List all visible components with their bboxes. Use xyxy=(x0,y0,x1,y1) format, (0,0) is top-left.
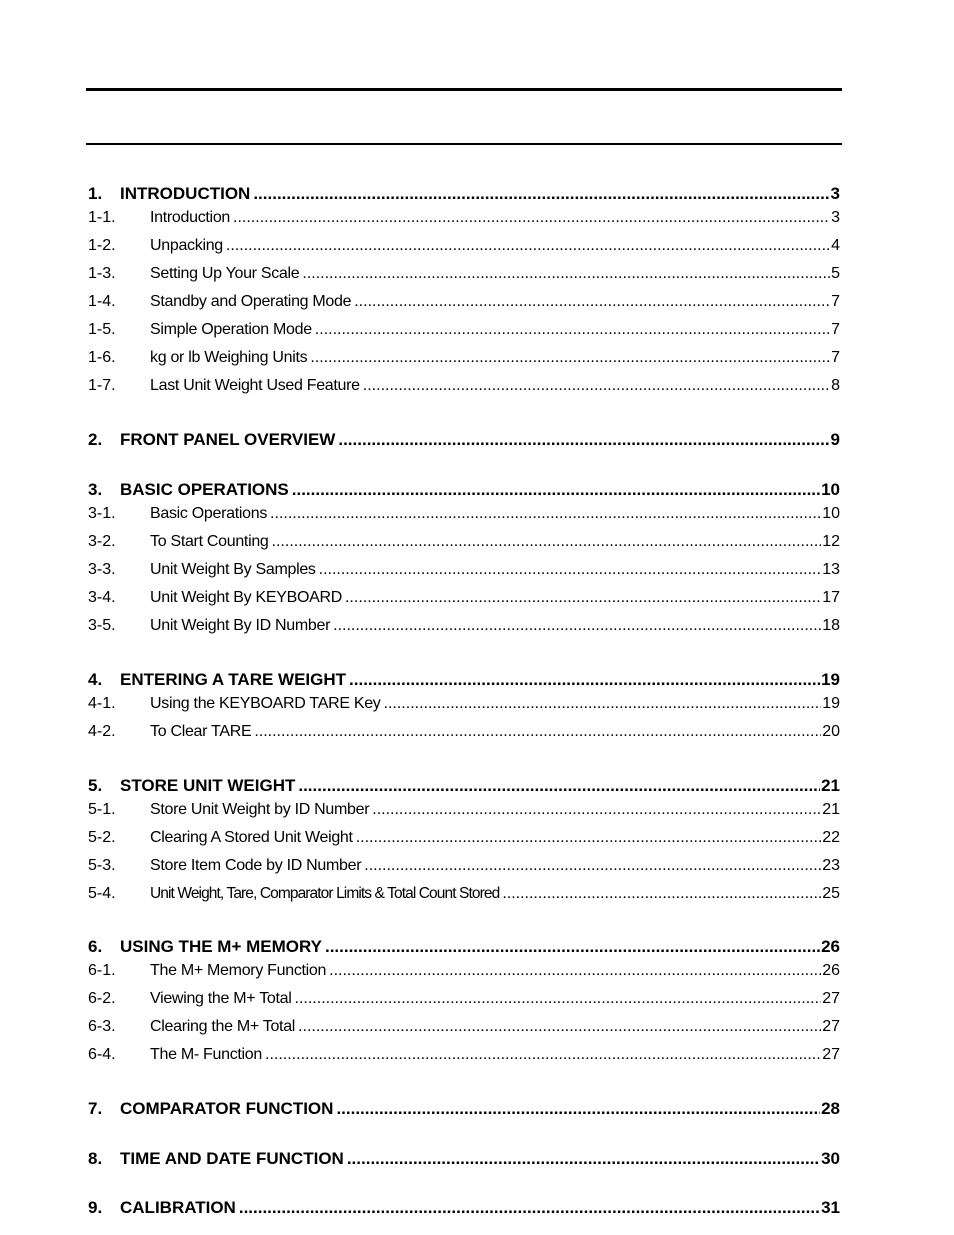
chapter-title: TIME AND DATE FUNCTION xyxy=(120,1149,344,1168)
dot-leader xyxy=(336,1100,820,1117)
chapter-number: 5. xyxy=(88,776,103,795)
section-number: 3-1. xyxy=(88,505,116,522)
toc-section-entry[interactable] xyxy=(88,378,840,394)
dot-leader xyxy=(292,481,820,498)
section-title: kg or lb Weighing Units xyxy=(150,349,308,366)
section-number: 6-4. xyxy=(88,1046,116,1063)
toc-section-entry[interactable] xyxy=(88,266,840,282)
chapter-title: ENTERING A TARE WEIGHT xyxy=(120,670,347,689)
section-page-number: 10 xyxy=(822,505,840,522)
dot-leader xyxy=(345,590,821,606)
section-title: Clearing the M+ Total xyxy=(150,1018,296,1035)
toc-section-entry[interactable] xyxy=(88,1047,840,1063)
section-title: To Start Counting xyxy=(150,533,269,550)
section-page-number: 8 xyxy=(831,377,840,394)
toc-section-entry[interactable] xyxy=(88,963,840,979)
section-title: Unit Weight By ID Number xyxy=(150,617,331,634)
chapter-page-number: 21 xyxy=(821,776,840,795)
section-number: 5-1. xyxy=(88,801,116,818)
chapter-number: 7. xyxy=(88,1099,103,1118)
section-number: 1-3. xyxy=(88,265,116,282)
toc-section-entry[interactable] xyxy=(88,210,840,226)
dot-leader xyxy=(325,938,820,955)
toc-chapter-entry[interactable] xyxy=(88,671,840,688)
section-page-number: 5 xyxy=(831,265,840,282)
dot-leader xyxy=(372,802,821,818)
dot-leader xyxy=(338,431,829,448)
toc-chapter-entry[interactable] xyxy=(88,185,840,202)
section-page-number: 21 xyxy=(822,801,840,818)
section-title: Clearing A Stored Unit Weight xyxy=(150,829,353,846)
dot-leader xyxy=(349,671,820,688)
section-page-number: 4 xyxy=(831,237,840,254)
toc-section-entry[interactable] xyxy=(88,350,840,366)
chapter-page-number: 3 xyxy=(830,184,840,203)
section-number: 4-1. xyxy=(88,695,116,712)
section-title: Last Unit Weight Used Feature xyxy=(150,377,360,394)
section-page-number: 26 xyxy=(822,962,840,979)
chapter-page-number: 10 xyxy=(821,480,840,499)
chapter-number: 3. xyxy=(88,480,103,499)
chapter-number: 6. xyxy=(88,937,103,956)
toc-section-entry[interactable] xyxy=(88,618,840,634)
toc-section-entry[interactable] xyxy=(88,238,840,254)
section-title: Basic Operations xyxy=(150,505,268,522)
section-title: Viewing the M+ Total xyxy=(150,990,292,1007)
section-number: 1-1. xyxy=(88,209,116,226)
section-number: 3-5. xyxy=(88,617,116,634)
section-title: Standby and Operating Mode xyxy=(150,293,352,310)
dot-leader xyxy=(319,562,822,578)
section-number: 5-4. xyxy=(88,885,116,902)
chapter-title: INTRODUCTION xyxy=(120,184,251,203)
dot-leader xyxy=(363,378,830,394)
section-number: 6-2. xyxy=(88,990,116,1007)
toc-section-entry[interactable] xyxy=(88,696,840,712)
section-page-number: 27 xyxy=(822,990,840,1007)
dot-leader xyxy=(333,618,821,634)
toc-section-entry[interactable] xyxy=(88,534,840,550)
section-number: 3-2. xyxy=(88,533,116,550)
toc-section-entry[interactable] xyxy=(88,830,840,846)
toc-chapter-entry[interactable] xyxy=(88,1100,840,1117)
section-title: The M- Function xyxy=(150,1046,262,1063)
toc-section-entry[interactable] xyxy=(88,322,840,338)
section-title: Store Item Code by ID Number xyxy=(150,857,362,874)
chapter-title: CALIBRATION xyxy=(120,1198,236,1217)
dot-leader xyxy=(298,777,820,794)
toc-section-entry[interactable] xyxy=(88,886,840,902)
dot-leader xyxy=(272,534,822,550)
dot-leader xyxy=(302,266,830,282)
dot-leader xyxy=(265,1047,821,1063)
dot-leader xyxy=(384,696,822,712)
chapter-number: 4. xyxy=(88,670,103,689)
toc-chapter-entry[interactable] xyxy=(88,777,840,794)
section-page-number: 22 xyxy=(822,829,840,846)
dot-leader xyxy=(295,991,822,1007)
chapter-page-number: 26 xyxy=(821,937,840,956)
section-number: 3-4. xyxy=(88,589,116,606)
section-number: 5-3. xyxy=(88,857,116,874)
dot-leader xyxy=(329,963,821,979)
section-title: Introduction xyxy=(150,209,231,226)
section-page-number: 12 xyxy=(822,533,840,550)
toc-chapter-entry[interactable] xyxy=(88,1199,840,1216)
section-number: 6-1. xyxy=(88,962,116,979)
section-page-number: 20 xyxy=(822,723,840,740)
toc-section-entry[interactable] xyxy=(88,991,840,1007)
section-number: 4-2. xyxy=(88,723,116,740)
chapter-number: 2. xyxy=(88,430,103,449)
toc-section-entry[interactable] xyxy=(88,1019,840,1035)
toc-chapter-entry[interactable] xyxy=(88,431,840,448)
section-number: 1-7. xyxy=(88,377,116,394)
dot-leader xyxy=(354,294,830,310)
section-number: 1-4. xyxy=(88,293,116,310)
dot-leader xyxy=(239,1199,820,1216)
dot-leader xyxy=(233,210,830,226)
section-title: Unit Weight By KEYBOARD xyxy=(150,589,342,606)
toc-chapter-entry[interactable] xyxy=(88,938,840,955)
chapter-page-number: 28 xyxy=(821,1099,840,1118)
chapter-number: 8. xyxy=(88,1149,103,1168)
dot-leader xyxy=(254,724,821,740)
chapter-page-number: 19 xyxy=(821,670,840,689)
toc-section-entry[interactable] xyxy=(88,294,840,310)
chapter-title: COMPARATOR FUNCTION xyxy=(120,1099,334,1118)
dot-leader xyxy=(298,1019,821,1035)
top-rule xyxy=(86,88,842,91)
section-number: 5-2. xyxy=(88,829,116,846)
dot-leader xyxy=(347,1150,820,1167)
chapter-title: STORE UNIT WEIGHT xyxy=(120,776,296,795)
section-title: Simple Operation Mode xyxy=(150,321,312,338)
section-page-number: 27 xyxy=(822,1046,840,1063)
toc-section-entry[interactable] xyxy=(88,590,840,606)
section-page-number: 7 xyxy=(831,293,840,310)
section-title: Unit Weight, Tare, Comparator Limits & Total Count Stored xyxy=(150,885,500,902)
section-number: 3-3. xyxy=(88,561,116,578)
dot-leader xyxy=(356,830,822,846)
section-page-number: 7 xyxy=(831,349,840,366)
section-title: The M+ Memory Function xyxy=(150,962,327,979)
section-page-number: 27 xyxy=(822,1018,840,1035)
dot-leader xyxy=(253,185,829,202)
dot-leader xyxy=(502,886,821,902)
chapter-title: USING THE M+ MEMORY xyxy=(120,937,322,956)
toc-chapter-entry[interactable] xyxy=(88,481,840,498)
section-title: To Clear TARE xyxy=(150,723,252,740)
header-bottom-rule xyxy=(86,143,842,145)
section-page-number: 25 xyxy=(822,885,840,902)
chapter-page-number: 9 xyxy=(830,430,840,449)
toc-section-entry[interactable] xyxy=(88,506,840,522)
section-title: Unit Weight By Samples xyxy=(150,561,316,578)
chapter-page-number: 31 xyxy=(821,1198,840,1217)
section-number: 1-5. xyxy=(88,321,116,338)
chapter-title: BASIC OPERATIONS xyxy=(120,480,289,499)
chapter-page-number: 30 xyxy=(821,1149,840,1168)
section-page-number: 19 xyxy=(822,695,840,712)
chapter-number: 1. xyxy=(88,184,103,203)
section-title: Unpacking xyxy=(150,237,223,254)
section-number: 1-2. xyxy=(88,237,116,254)
toc-section-entry[interactable] xyxy=(88,858,840,874)
section-number: 1-6. xyxy=(88,349,116,366)
chapter-title: FRONT PANEL OVERVIEW xyxy=(120,430,336,449)
section-title: Setting Up Your Scale xyxy=(150,265,300,282)
toc-section-entry[interactable] xyxy=(88,724,840,740)
toc-section-entry[interactable] xyxy=(88,802,840,818)
dot-leader xyxy=(310,350,830,366)
dot-leader xyxy=(226,238,830,254)
dot-leader xyxy=(315,322,830,338)
section-number: 6-3. xyxy=(88,1018,116,1035)
dot-leader xyxy=(270,506,821,522)
toc-chapter-entry[interactable] xyxy=(88,1150,840,1167)
section-title: Store Unit Weight by ID Number xyxy=(150,801,370,818)
toc-section-entry[interactable] xyxy=(88,562,840,578)
dot-leader xyxy=(364,858,821,874)
section-page-number: 7 xyxy=(831,321,840,338)
section-page-number: 3 xyxy=(831,209,840,226)
section-page-number: 18 xyxy=(822,617,840,634)
chapter-number: 9. xyxy=(88,1198,103,1217)
section-title: Using the KEYBOARD TARE Key xyxy=(150,695,381,712)
section-page-number: 17 xyxy=(822,589,840,606)
section-page-number: 23 xyxy=(822,857,840,874)
section-page-number: 13 xyxy=(822,561,840,578)
